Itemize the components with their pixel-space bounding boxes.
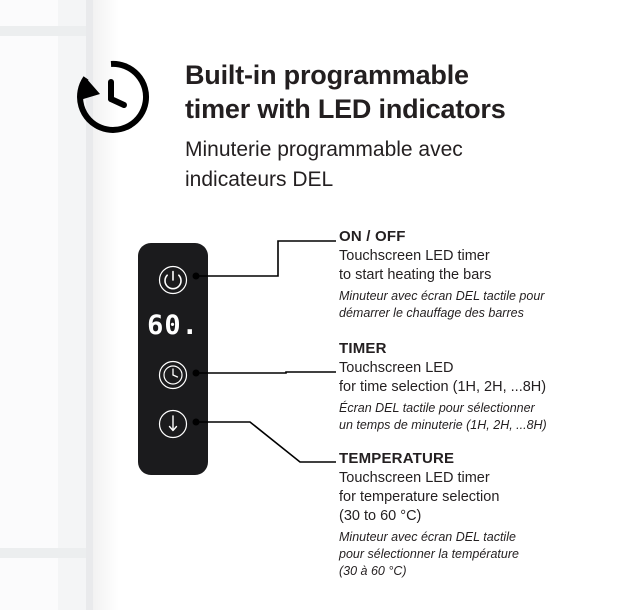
callout-timer [339,340,609,434]
callout-temperature-fr-line2: pour sélectionner la température [339,547,519,561]
callout-timer-fr-line2: un temps de minuterie (1H, 2H, ...8H) [339,418,547,432]
callout-onoff [339,228,609,322]
callout-timer-en [339,359,609,397]
callout-timer-fr-line1: Écran DEL tactile pour sélectionner [339,401,535,415]
towel-rail-bar-bottom [0,548,92,558]
callout-onoff-title: ON / OFF [339,228,406,245]
page-title-fr [185,135,605,195]
callout-onoff-fr [339,288,609,322]
callout-timer-en-line2: for time selection (1H, 2H, ...8H) [339,379,547,395]
power-button[interactable] [158,265,188,295]
callout-onoff-en-line2: to start heating the bars [339,267,492,283]
callout-temperature-fr [339,529,549,580]
callout-onoff-en-line1: Touchscreen LED timer [339,248,490,264]
callout-temperature-en-line3: (30 to 60 °C) [339,508,422,524]
callout-timer-fr [339,400,609,434]
clock-icon [70,56,152,138]
led-display: 60. [147,309,199,341]
callout-onoff-fr-line1: Minuteur avec écran DEL tactile pour [339,289,545,303]
callout-temperature-title: TEMPERATURE [339,450,455,467]
timer-button[interactable] [158,360,188,390]
callout-temperature-fr-line3: (30 à 60 °C) [339,564,407,578]
page-title-en [185,58,605,126]
thermometer-icon [158,409,188,439]
clock-icon [158,360,188,390]
towel-rail-panel-inner [0,0,58,610]
control-module [138,243,208,475]
callout-temperature-en-line2: for temperature selection [339,489,500,505]
page-title-fr-line1: Minuterie programmable avec [185,138,463,161]
callout-temperature-fr-line1: Minuteur avec écran DEL tactile [339,530,516,544]
callout-onoff-fr-line2: démarrer le chauffage des barres [339,306,524,320]
callout-timer-en-line1: Touchscreen LED [339,360,454,376]
callout-onoff-en [339,247,609,285]
page-title-en-line1: Built-in programmable [185,60,469,90]
page-title-en-line2: timer with LED indicators [185,94,506,124]
heading-block [185,58,605,195]
callout-timer-title: TIMER [339,340,387,357]
towel-rail-bar-top [0,26,92,36]
power-icon [158,265,188,295]
temperature-button[interactable] [158,409,188,439]
callout-temperature [339,450,609,580]
callout-temperature-en-line1: Touchscreen LED timer [339,470,490,486]
callout-temperature-en [339,469,609,526]
page-title-fr-line2: indicateurs DEL [185,168,334,191]
